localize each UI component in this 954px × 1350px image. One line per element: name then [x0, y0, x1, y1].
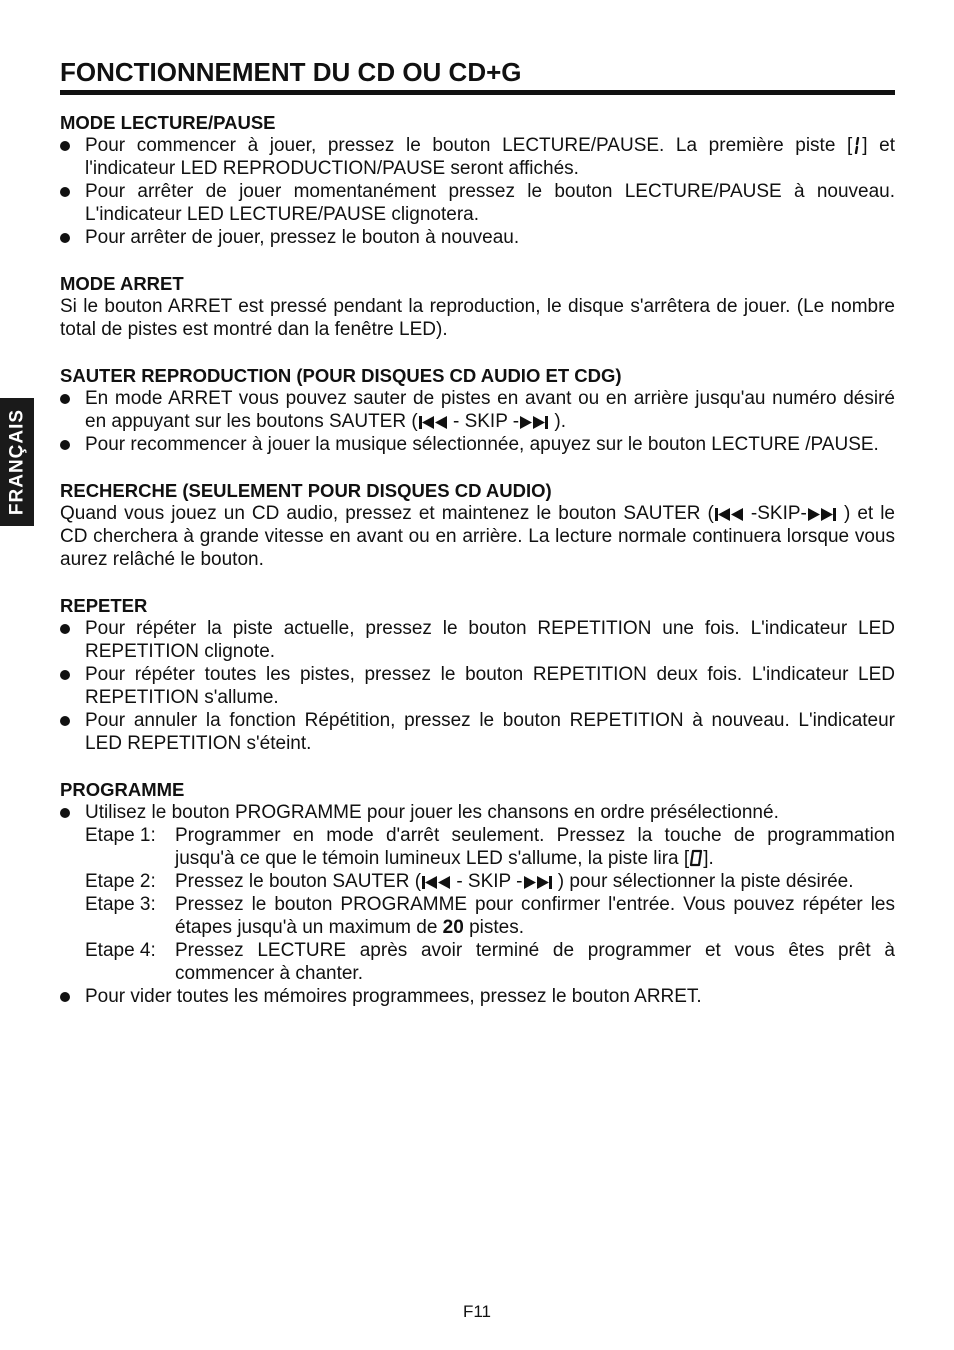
- section-heading: REPETER: [60, 595, 148, 616]
- bullet-list: [60, 134, 895, 249]
- item-text: Pour répéter la piste actuelle, pressez le bouton REPETITION une fois. L'indicateur LED REPETITION clignote.: [85, 618, 895, 662]
- text-part: ) pour sélectionner la piste désirée.: [552, 871, 854, 892]
- bullet-list: [60, 617, 895, 755]
- page-number: F11: [462, 1302, 492, 1321]
- section-text: Si le bouton ARRET est pressé pendant la reproduction, le disque s'arrêtera de jouer. (Le nombre total de pistes est montré dan la fenêtre LED).: [60, 296, 895, 340]
- list-item: [60, 433, 895, 456]
- item-text: Utilisez le bouton PROGRAMME pour jouer les chansons en ordre présélectionné.: [85, 802, 779, 823]
- step-label: Etape 3:: [85, 894, 156, 915]
- text-part: Pressez le bouton PROGRAMME pour confirmer l'entrée. Vous pouvez répéter les étapes jusqu'à un maximum de: [175, 894, 895, 938]
- step-item: [85, 870, 895, 893]
- step-text: [175, 870, 895, 893]
- section-text: [60, 502, 895, 571]
- list-item: [60, 985, 895, 1008]
- list-item: [60, 709, 895, 755]
- bullet-list: [60, 801, 895, 1008]
- item-text: Pour répéter toutes les pistes, pressez le bouton REPETITION deux fois. L'indicateur LED REPETITION s'allume.: [85, 664, 895, 708]
- list-item: [60, 663, 895, 709]
- section-programme: [60, 778, 895, 1008]
- item-text: Pour recommencer à jouer la musique sélectionnée, apuyez sur le bouton LECTURE /PAUSE.: [85, 434, 879, 455]
- step-label: Etape 4:: [85, 940, 156, 961]
- step-label: Etape 1:: [85, 825, 156, 846]
- item-text: Pour vider toutes les mémoires programmees, pressez le bouton ARRET.: [85, 986, 702, 1007]
- item-text: Pour commencer à jouer, pressez le bouton LECTURE/PAUSE. La première piste [: [85, 135, 853, 156]
- item-text: En mode ARRET vous pouvez sauter de pistes en avant ou en arrière jusqu'au numéro désiré en appuyant sur les boutons SAUTER (: [85, 388, 895, 432]
- section-heading: SAUTER REPRODUCTION (POUR DISQUES CD AUDIO ET CDG): [60, 365, 622, 386]
- bullet-list: [60, 387, 895, 456]
- led-digit-one-icon: [852, 137, 862, 154]
- skip-forward-icon: [519, 415, 549, 430]
- section-heading: PROGRAMME: [60, 779, 185, 800]
- step-text: Pressez LECTURE après avoir terminé de programmer et vous êtes prêt à commencer à chanter.: [175, 940, 895, 984]
- text-part: ) et le CD cherchera à grande vitesse en avant ou en arrière. La lecture normale continuera lorsque vous aurez relâché le bouton.: [60, 503, 895, 570]
- text-part: Pressez le bouton SAUTER (: [175, 871, 422, 892]
- list-item: [60, 801, 895, 985]
- skip-back-icon: [421, 875, 451, 890]
- item-text: Pour arrêter de jouer, pressez le bouton à nouveau.: [85, 227, 520, 248]
- page-title: FONCTIONNEMENT DU CD OU CD+G: [60, 56, 895, 95]
- skip-forward-icon: [523, 875, 553, 890]
- text-part: ].: [703, 848, 714, 869]
- step-text: [175, 824, 895, 870]
- item-text: - SKIP -: [447, 411, 520, 432]
- section-heading: MODE LECTURE/PAUSE: [60, 112, 276, 133]
- section-heading: RECHERCHE (SEULEMENT POUR DISQUES CD AUDIO): [60, 480, 552, 501]
- language-side-tab: [0, 398, 34, 526]
- text-part: -SKIP-: [743, 503, 807, 524]
- text-part: - SKIP -: [451, 871, 523, 892]
- manual-page: [60, 56, 895, 1031]
- item-text: Pour annuler la fonction Répétition, pressez le bouton REPETITION à nouveau. L'indicateur LED REPETITION s'éteint.: [85, 710, 895, 754]
- step-item: [85, 824, 895, 870]
- section-mode-arret: [60, 272, 895, 341]
- item-text: Pour arrêter de jouer momentanément pressez le bouton LECTURE/PAUSE à nouveau. L'indicateur LED LECTURE/PAUSE clignotera.: [85, 181, 895, 225]
- text-part: Programmer en mode d'arrêt seulement. Pressez la touche de programmation jusqu'à ce que le témoin lumineux LED s'allume, la piste lira [: [175, 825, 895, 869]
- list-item: [60, 180, 895, 226]
- list-item: [60, 387, 895, 433]
- item-text: ] et l'indicateur LED REPRODUCTION/PAUSE seront affichés.: [85, 135, 895, 179]
- text-part: pistes.: [463, 917, 525, 938]
- step-label: Etape 2:: [85, 871, 156, 892]
- section-sauter: [60, 364, 895, 456]
- section-heading: MODE ARRET: [60, 273, 184, 294]
- list-item: [60, 226, 895, 249]
- section-repeter: [60, 594, 895, 755]
- list-item: [60, 134, 895, 180]
- skip-back-icon: [418, 415, 448, 430]
- skip-back-icon: [714, 507, 744, 522]
- list-item: [60, 617, 895, 663]
- step-item: [85, 893, 895, 939]
- max-tracks-value: 20: [442, 917, 464, 938]
- section-recherche: [60, 479, 895, 571]
- steps-list: [85, 824, 895, 985]
- step-text: [175, 893, 895, 939]
- section-mode-lecture: [60, 111, 895, 249]
- led-digit-zero-icon: [689, 849, 703, 867]
- skip-forward-icon: [807, 507, 837, 522]
- text-part: Quand vous jouez un CD audio, pressez et maintenez le bouton SAUTER (: [60, 503, 714, 524]
- step-item: [85, 939, 895, 985]
- language-tab-label: FRANÇAIS: [6, 408, 28, 516]
- item-text: ).: [549, 411, 567, 432]
